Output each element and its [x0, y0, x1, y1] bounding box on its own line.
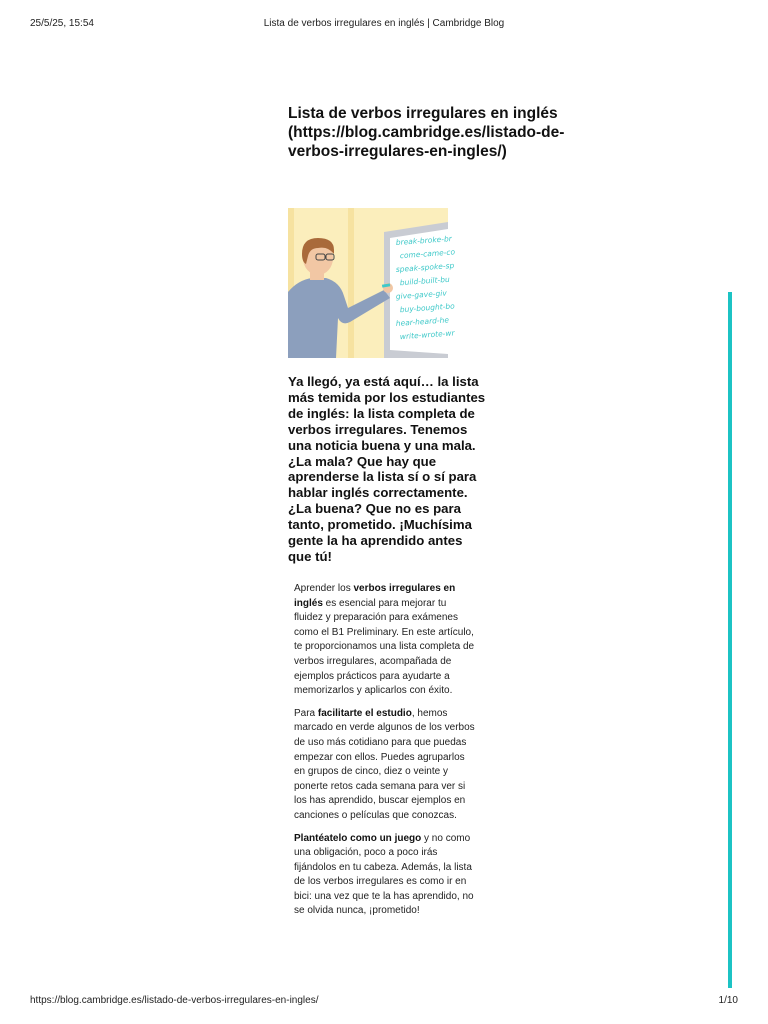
paragraph-emphasis: facilitarte el estudio — [317, 707, 412, 719]
whiteboard-line: write-wrote-wr — [399, 328, 455, 342]
article-body — [294, 582, 476, 927]
hero-illustration — [288, 208, 456, 358]
body-paragraph — [294, 582, 476, 699]
whiteboard-line: give-gave-giv — [395, 288, 448, 301]
paragraph-text: Aprender los — [294, 583, 354, 594]
print-page-number: 1/10 — [718, 995, 738, 1006]
whiteboard-line: come-came-co — [399, 247, 456, 261]
body-paragraph — [294, 832, 476, 920]
paragraph-emphasis: Plantéatelo como un juego — [294, 832, 422, 844]
paragraph-text: es esencial para mejorar tu fluidez y preparación para exámenes como el B1 Preliminary. En este artículo, te proporcionamos una lista completa de verbos irregulares, acompañada de ejemplos prácticos para ayudarte a memorizarlos y aplicarlos con éxito. — [294, 597, 475, 697]
teacher-whiteboard-illustration — [288, 208, 456, 358]
paragraph-emphasis: verbos irregulares en inglés — [294, 583, 456, 609]
whiteboard-line: break-broke-br — [395, 234, 453, 247]
print-page-title: Lista de verbos irregulares en inglés | Cambridge Blog — [263, 18, 505, 29]
whiteboard-line: speak-spoke-sp — [395, 260, 455, 274]
whiteboard-line: buy-bought-bo — [399, 301, 456, 315]
article-title: Lista de verbos irregulares en inglés (https://blog.cambridge.es/listado-de-verbos-irregulares-en-ingles/) — [288, 105, 565, 160]
whiteboard-line: build-built-bu — [399, 274, 451, 288]
article-lead: Ya llegó, ya está aquí… la lista más temida por los estudiantes de inglés: la lista completa de verbos irregulares. Tenemos una noticia buena y una mala. ¿La mala? Que hay que aprenderse la lista sí o sí para hablar inglés correctamente. ¿La buena? Que no es para tanto, prometido. ¡Muchísima gente la ha aprendido antes que tú! — [288, 374, 486, 564]
whiteboard-line: hear-heard-he — [395, 315, 450, 328]
scroll-accent-bar — [728, 292, 732, 988]
body-paragraph — [294, 707, 476, 824]
paragraph-text: , hemos marcado en verde algunos de los verbos de uso más cotidiano para que puedas empezar con ellos. Puedes agruparlos en grupos de cinco, diez o veinte y ponerte retos cada semana para ver si los has aprendido, buscar ejemplos en canciones o películas que conozcas. — [294, 707, 475, 821]
print-datetime: 25/5/25, 15:54 — [30, 18, 94, 29]
paragraph-text: Para — [294, 707, 318, 719]
paragraph-text: y no como una obligación, poco a poco irás fijándolos en tu cabeza. Además, la lista de los verbos irregulares es como ir en bici: una vez que te la has aprendido, no se olvida nunca, ¡prometido! — [294, 832, 474, 917]
print-url: https://blog.cambridge.es/listado-de-verbos-irregulares-en-ingles/ — [30, 995, 319, 1006]
